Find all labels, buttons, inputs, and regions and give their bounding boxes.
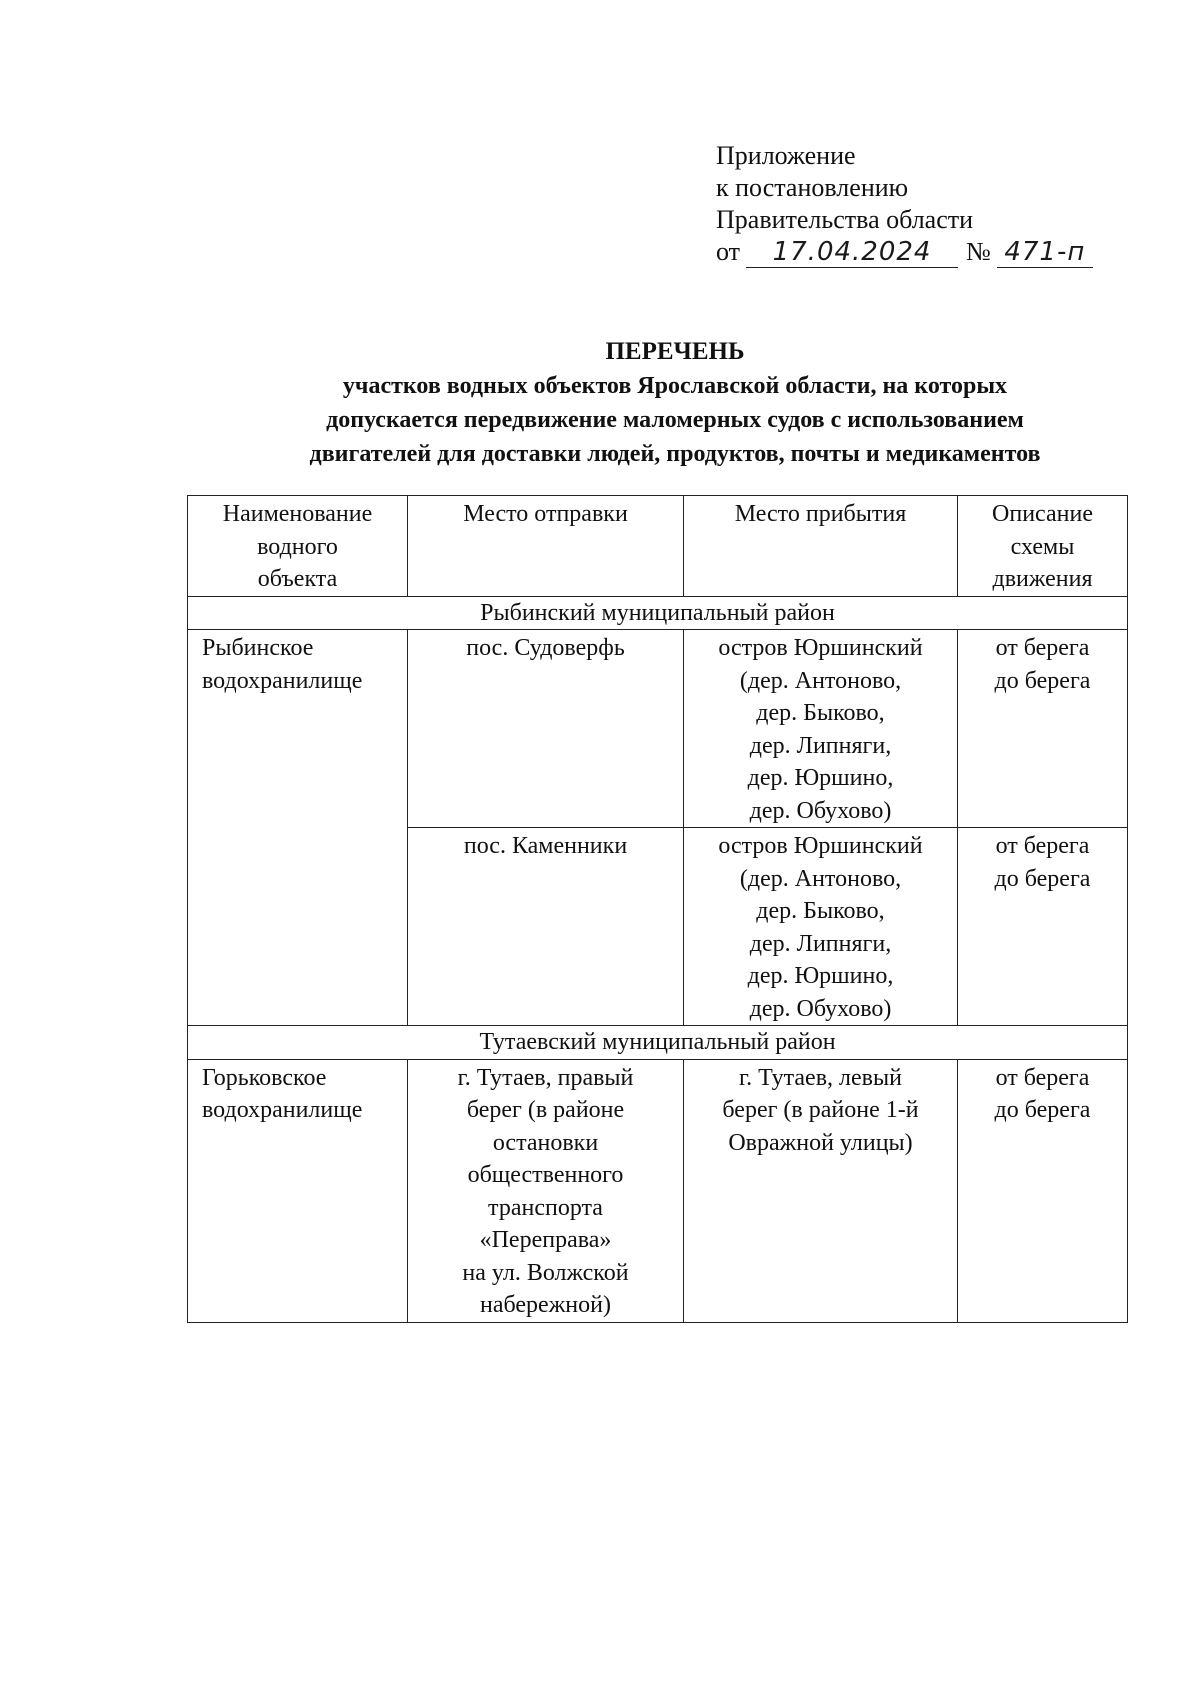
- header-departure: Место отправки: [408, 496, 684, 597]
- header-scheme: Описание схемы движения: [958, 496, 1128, 597]
- scheme-cell: от берега до берега: [958, 1059, 1128, 1322]
- document-title-block: [150, 335, 1200, 471]
- table-header-row: [188, 496, 1128, 597]
- appendix-title: Приложение: [716, 141, 856, 170]
- header-water-body: Наименование водного объекта: [188, 496, 408, 597]
- appendix-block: [716, 140, 1093, 268]
- handwritten-date: 17.04.2024: [746, 237, 958, 268]
- district-row: [188, 596, 1128, 630]
- water-body-name: Рыбинское водохранилище: [188, 630, 408, 1026]
- arrival-cell: г. Тутаев, левый берег (в районе 1-й Овражной улицы): [684, 1059, 958, 1322]
- handwritten-number: 471-п: [997, 237, 1093, 268]
- arrival-cell: остров Юршинский (дер. Антоново, дер. Быково, дер. Липняги, дер. Юршино, дер. Обухово): [684, 828, 958, 1026]
- scheme-cell: от берега до берега: [958, 630, 1128, 828]
- departure-cell: г. Тутаев, правый берег (в районе остановки общественного транспорта «Переправа» на ул. Волжской набережной): [408, 1059, 684, 1322]
- departure-cell: пос. Каменники: [408, 828, 684, 1026]
- district-row: [188, 1026, 1128, 1060]
- document-title: ПЕРЕЧЕНЬ: [605, 338, 745, 365]
- number-sign: №: [966, 237, 991, 266]
- arrival-cell: остров Юршинский (дер. Антоново, дер. Быково, дер. Липняги, дер. Юршино, дер. Обухово): [684, 630, 958, 828]
- appendix-government: Правительства области: [716, 205, 974, 234]
- appendix-date-line: [716, 236, 1093, 268]
- table-row: [188, 630, 1128, 828]
- departure-cell: пос. Судоверфь: [408, 630, 684, 828]
- document-subtitle-line-1: участков водных объектов Ярославской области, на которых: [342, 373, 1008, 399]
- table-row: [188, 1059, 1128, 1322]
- document-subtitle-line-2: допускается передвижение маломерных судов с использованием: [326, 407, 1024, 433]
- district-name: Тутаевский муниципальный район: [188, 1026, 1128, 1060]
- water-body-name: Горьковское водохранилище: [188, 1059, 408, 1322]
- header-arrival: Место прибытия: [684, 496, 958, 597]
- appendix-to-resolution: к постановлению: [716, 173, 909, 202]
- district-name: Рыбинский муниципальный район: [188, 596, 1128, 630]
- document-subtitle-line-3: двигателей для доставки людей, продуктов, почты и медикаментов: [309, 441, 1041, 467]
- from-label: от: [716, 237, 741, 266]
- scheme-cell: от берега до берега: [958, 828, 1128, 1026]
- water-sections-table: [187, 495, 1128, 1323]
